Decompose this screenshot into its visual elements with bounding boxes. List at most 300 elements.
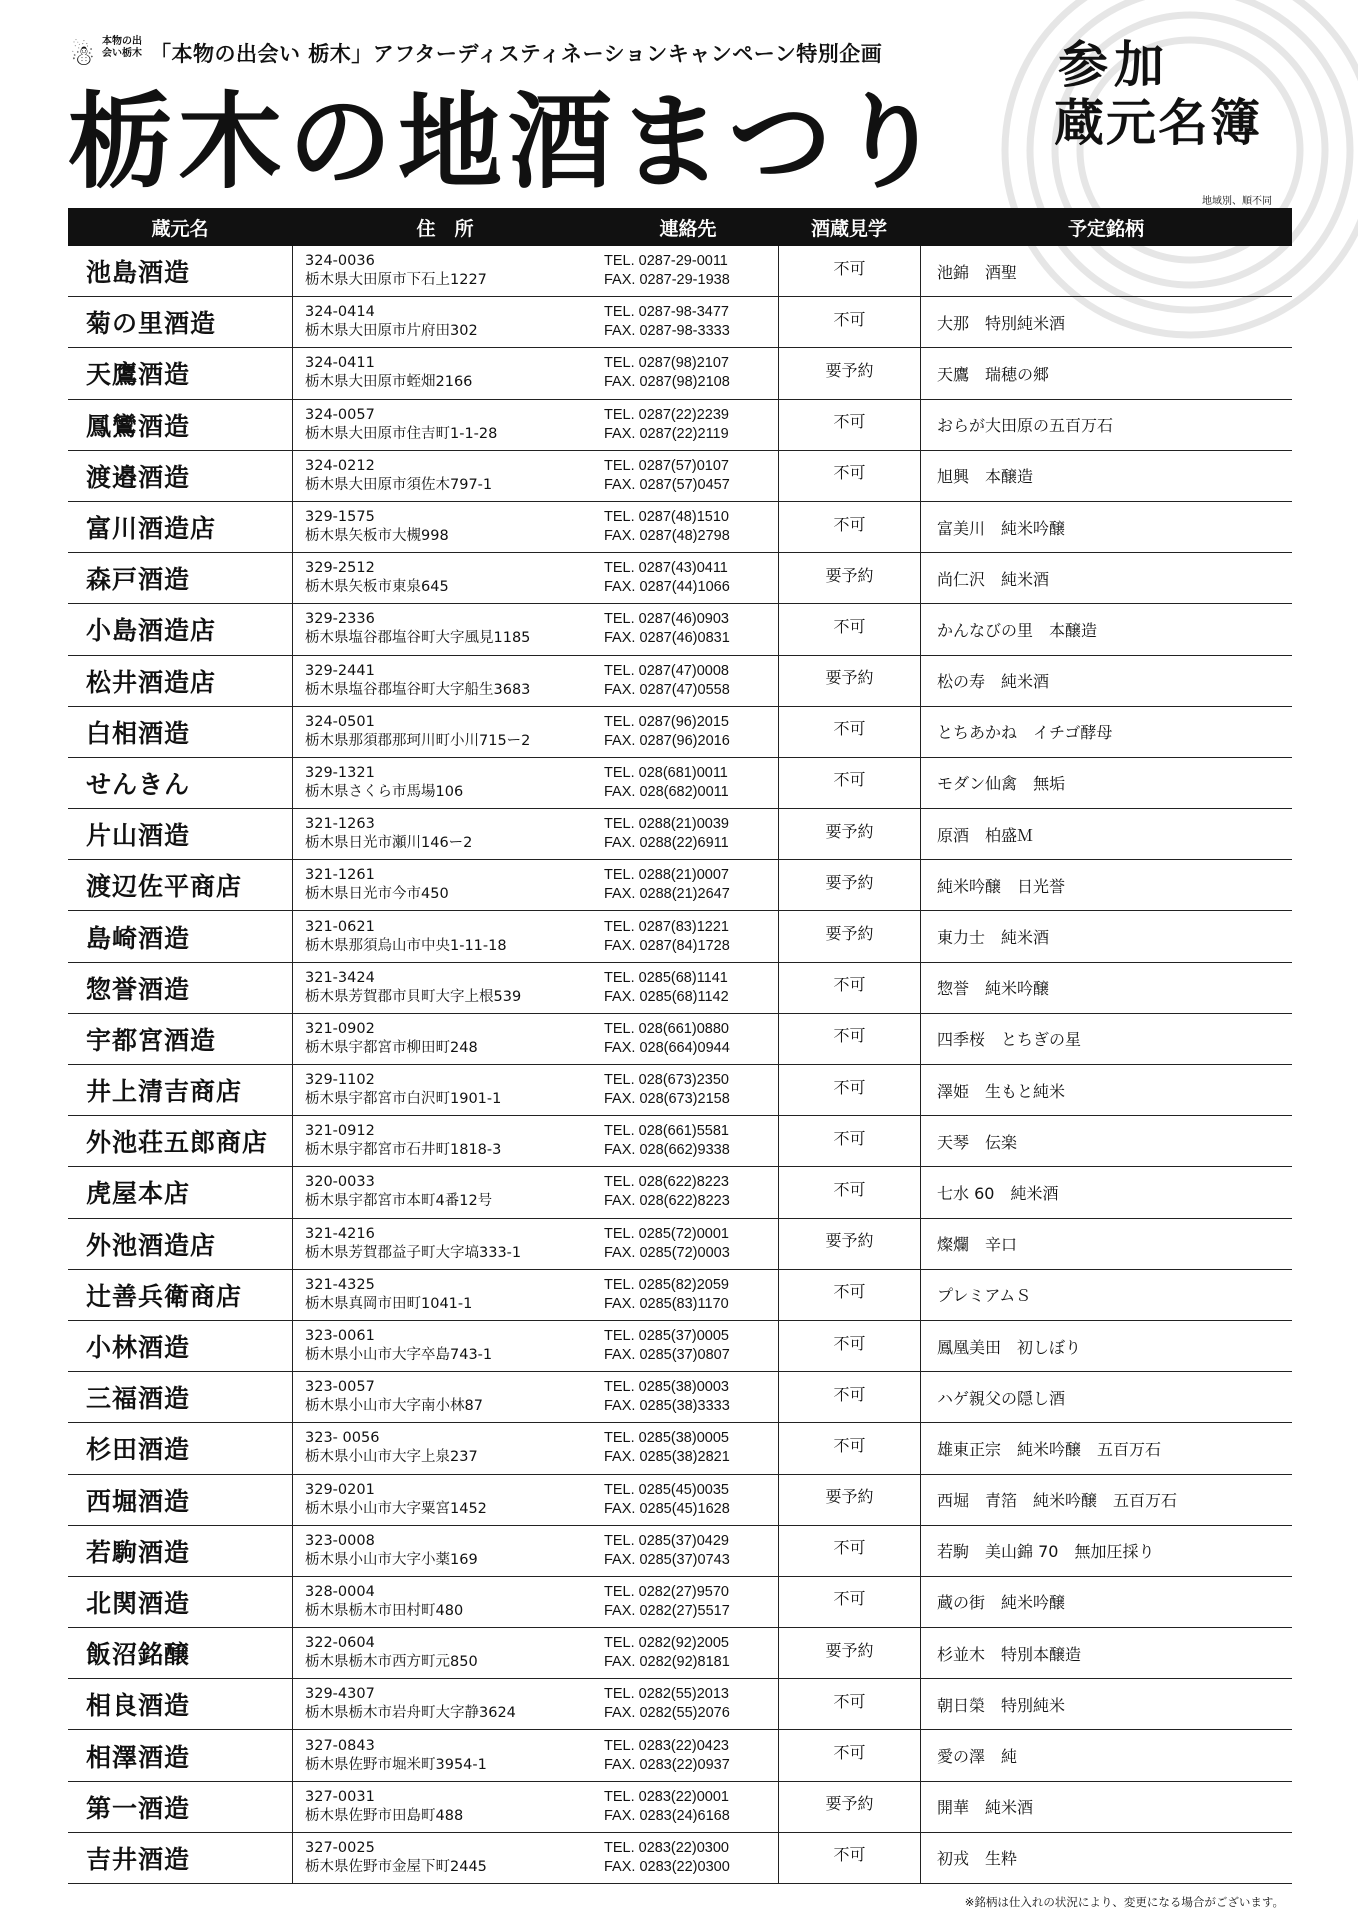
street-address: 栃木県那須烏山市中央1-11-18 bbox=[305, 937, 507, 954]
header-contact: 連絡先 bbox=[659, 217, 717, 240]
fax-number: FAX. 0288(22)6911 bbox=[604, 835, 729, 852]
planned-brand: 若駒 美山錦 70 無加圧採り bbox=[920, 1526, 1292, 1576]
table-row bbox=[68, 656, 1292, 707]
table-row bbox=[68, 1065, 1292, 1116]
brewery-name: 西堀酒造 bbox=[86, 1486, 191, 1516]
street-address: 栃木県小山市大字卒島743-1 bbox=[305, 1347, 493, 1364]
planned-brand: 杉並木 特別本醸造 bbox=[920, 1628, 1292, 1678]
header-brand: 予定銘柄 bbox=[1067, 217, 1144, 240]
brewery-address bbox=[292, 1782, 598, 1832]
brewery-name: 外池荘五郎商店 bbox=[86, 1128, 269, 1158]
tel-number: TEL. 028(673)2350 bbox=[604, 1072, 729, 1089]
tel-number: TEL. 0282(92)2005 bbox=[604, 1635, 729, 1652]
planned-brand: プレミアムＳ bbox=[920, 1270, 1292, 1320]
brewery-contact bbox=[598, 918, 778, 956]
brewery-name: 鳳鸞酒造 bbox=[86, 411, 191, 441]
brewery-address bbox=[292, 1270, 598, 1320]
fax-number: FAX. 0288(21)2647 bbox=[604, 886, 730, 903]
tel-number: TEL. 028(661)5581 bbox=[604, 1123, 729, 1140]
table-row bbox=[68, 1526, 1292, 1577]
postal-code: 321-4216 bbox=[305, 1225, 375, 1242]
brewery-name: 小林酒造 bbox=[86, 1333, 191, 1363]
fax-number: FAX. 0287(44)1066 bbox=[604, 579, 730, 596]
table-row bbox=[68, 1219, 1292, 1270]
brewery-contact bbox=[598, 1429, 778, 1467]
brewery-contact bbox=[598, 252, 778, 290]
planned-brand: 鳳凰美田 初しぼり bbox=[920, 1321, 1292, 1371]
tel-number: TEL. 0288(21)0007 bbox=[604, 867, 729, 884]
table-row bbox=[68, 553, 1292, 604]
brewery-contact bbox=[598, 1532, 778, 1570]
table-row bbox=[68, 1116, 1292, 1167]
tel-number: TEL. 0287-98-3477 bbox=[604, 304, 729, 321]
planned-brand: 澤姫 生もと純米 bbox=[920, 1065, 1292, 1115]
planned-brand: 尚仁沢 純米酒 bbox=[920, 553, 1292, 603]
brewery-contact bbox=[598, 1481, 778, 1519]
street-address: 栃木県芳賀郡益子町大字塙333-1 bbox=[305, 1244, 522, 1261]
tel-number: TEL. 0285(37)0005 bbox=[604, 1328, 729, 1345]
street-address: 栃木県宇都宮市本町4番12号 bbox=[305, 1193, 493, 1210]
fax-number: FAX. 0287-98-3333 bbox=[604, 323, 730, 340]
fax-number: FAX. 0285(68)1142 bbox=[604, 988, 729, 1005]
planned-brand: 天琴 伝楽 bbox=[920, 1116, 1292, 1166]
fax-number: FAX. 0287(98)2108 bbox=[604, 374, 730, 391]
planned-brand: かんなびの里 本醸造 bbox=[920, 604, 1292, 654]
table-row bbox=[68, 1628, 1292, 1679]
brewery-address bbox=[292, 451, 598, 501]
brewery-contact bbox=[598, 1737, 778, 1775]
street-address: 栃木県大田原市蛭畑2166 bbox=[305, 374, 473, 391]
tel-number: TEL. 0285(45)0035 bbox=[604, 1481, 729, 1498]
planned-brand: 惣誉 純米吟醸 bbox=[920, 963, 1292, 1013]
mascot-icon: ☃ bbox=[70, 39, 96, 72]
corner-title-line1: 参加 bbox=[1058, 35, 1170, 94]
brewery-name: 第一酒造 bbox=[86, 1793, 191, 1823]
postal-code: 321-0912 bbox=[305, 1123, 375, 1140]
fax-number: FAX. 0285(37)0743 bbox=[604, 1551, 730, 1568]
tel-number: TEL. 0285(38)0003 bbox=[604, 1379, 729, 1396]
fax-number: FAX. 0283(24)6168 bbox=[604, 1807, 730, 1824]
brewery-contact bbox=[598, 1225, 778, 1263]
brewery-address bbox=[292, 246, 598, 296]
postal-code: 321-4325 bbox=[305, 1276, 375, 1293]
brewery-contact bbox=[598, 1788, 778, 1826]
brewery-address bbox=[292, 1730, 598, 1780]
postal-code: 329-2441 bbox=[305, 662, 375, 679]
street-address: 栃木県大田原市住吉町1-1-28 bbox=[305, 425, 498, 442]
brewery-contact bbox=[598, 1276, 778, 1314]
tour-status: 不可 bbox=[778, 1116, 920, 1166]
postal-code: 321-0621 bbox=[305, 918, 375, 935]
brewery-name: 菊の里酒造 bbox=[86, 309, 217, 339]
planned-brand: 原酒 柏盛Ｍ bbox=[920, 809, 1292, 859]
table-row bbox=[68, 502, 1292, 553]
header-brewery: 蔵元名 bbox=[151, 217, 209, 240]
table-row bbox=[68, 348, 1292, 399]
planned-brand: 蔵の街 純米吟醸 bbox=[920, 1577, 1292, 1627]
postal-code: 327-0025 bbox=[305, 1839, 375, 1856]
brewery-address bbox=[292, 1219, 598, 1269]
street-address: 栃木県真岡市田町1041-1 bbox=[305, 1295, 473, 1312]
tel-number: TEL. 0287(46)0903 bbox=[604, 611, 729, 628]
planned-brand: 開華 純米酒 bbox=[920, 1782, 1292, 1832]
postal-code: 324-0212 bbox=[305, 457, 375, 474]
street-address: 栃木県日光市今市450 bbox=[305, 886, 449, 903]
brewery-address bbox=[292, 860, 598, 910]
table-row bbox=[68, 1423, 1292, 1474]
brewery-address bbox=[292, 1577, 598, 1627]
postal-code: 328-0004 bbox=[305, 1583, 375, 1600]
planned-brand: 純米吟醸 日光誉 bbox=[920, 860, 1292, 910]
brewery-contact bbox=[598, 1685, 778, 1723]
postal-code: 321-3424 bbox=[305, 969, 375, 986]
brewery-address bbox=[292, 502, 598, 552]
tour-status: 不可 bbox=[778, 400, 920, 450]
brewery-contact bbox=[598, 1071, 778, 1109]
street-address: 栃木県小山市大字上泉237 bbox=[305, 1449, 478, 1466]
street-address: 栃木県栃木市岩舟町大字静3624 bbox=[305, 1705, 516, 1722]
tel-number: TEL. 0285(38)0005 bbox=[604, 1430, 729, 1447]
planned-brand: 天鷹 瑞穂の郷 bbox=[920, 348, 1292, 398]
planned-brand: 大那 特別純米酒 bbox=[920, 297, 1292, 347]
table-row bbox=[68, 1270, 1292, 1321]
tel-number: TEL. 0282(27)9570 bbox=[604, 1583, 729, 1600]
tel-number: TEL. 0282(55)2013 bbox=[604, 1686, 729, 1703]
postal-code: 329-0201 bbox=[305, 1481, 375, 1498]
brewery-name: 島崎酒造 bbox=[86, 923, 191, 953]
tel-number: TEL. 0283(22)0423 bbox=[604, 1737, 729, 1754]
brewery-table bbox=[68, 208, 1292, 1884]
brewery-address bbox=[292, 348, 598, 398]
fax-number: FAX. 0287(57)0457 bbox=[604, 476, 730, 493]
postal-code: 327-0843 bbox=[305, 1737, 375, 1754]
table-row bbox=[68, 604, 1292, 655]
brewery-contact bbox=[598, 1327, 778, 1365]
table-row bbox=[68, 1321, 1292, 1372]
brewery-address bbox=[292, 1014, 598, 1064]
postal-code: 323-0061 bbox=[305, 1328, 375, 1345]
tel-number: TEL. 0285(68)1141 bbox=[604, 969, 728, 986]
brewery-address bbox=[292, 809, 598, 859]
brewery-contact bbox=[598, 508, 778, 546]
tour-status: 不可 bbox=[778, 707, 920, 757]
postal-code: 321-1263 bbox=[305, 816, 375, 833]
brewery-name: 小島酒造店 bbox=[86, 616, 217, 646]
fax-number: FAX. 0282(27)5517 bbox=[604, 1602, 730, 1619]
table-row bbox=[68, 246, 1292, 297]
table-row bbox=[68, 1167, 1292, 1218]
street-address: 栃木県那須郡那珂川町小川715ー2 bbox=[305, 732, 531, 749]
postal-code: 329-1321 bbox=[305, 764, 375, 781]
street-address: 栃木県さくら市馬場106 bbox=[305, 783, 464, 800]
table-header bbox=[68, 208, 1292, 246]
postal-code: 323-0008 bbox=[305, 1532, 375, 1549]
tel-number: TEL. 028(622)8223 bbox=[604, 1174, 729, 1191]
brewery-name: 池島酒造 bbox=[86, 258, 191, 288]
street-address: 栃木県矢板市大槻998 bbox=[305, 528, 449, 545]
tour-status: 要予約 bbox=[778, 553, 920, 603]
table-row bbox=[68, 1679, 1292, 1730]
tour-status: 不可 bbox=[778, 1372, 920, 1422]
tour-status: 不可 bbox=[778, 1167, 920, 1217]
tel-number: TEL. 0285(72)0001 bbox=[604, 1225, 729, 1242]
street-address: 栃木県小山市大字小薬169 bbox=[305, 1551, 478, 1568]
fax-number: FAX. 0287(48)2798 bbox=[604, 528, 730, 545]
brewery-contact bbox=[598, 662, 778, 700]
fax-number: FAX. 028(662)9338 bbox=[604, 1142, 730, 1159]
brewery-name: 北関酒造 bbox=[86, 1588, 191, 1618]
brewery-contact bbox=[598, 406, 778, 444]
postal-code: 329-1102 bbox=[305, 1072, 375, 1089]
street-address: 栃木県芳賀郡市貝町大字上根539 bbox=[305, 988, 522, 1005]
tel-number: TEL. 0287(83)1221 bbox=[604, 918, 729, 935]
brewery-address bbox=[292, 1167, 598, 1217]
tel-number: TEL. 0285(37)0429 bbox=[604, 1532, 729, 1549]
table-row bbox=[68, 758, 1292, 809]
fax-number: FAX. 0287(22)2119 bbox=[604, 425, 729, 442]
brewery-contact bbox=[598, 764, 778, 802]
tel-number: TEL. 028(681)0011 bbox=[604, 764, 728, 781]
fax-number: FAX. 0285(38)2821 bbox=[604, 1449, 730, 1466]
street-address: 栃木県大田原市片府田302 bbox=[305, 323, 478, 340]
brewery-contact bbox=[598, 969, 778, 1007]
brewery-address bbox=[292, 707, 598, 757]
fax-number: FAX. 0282(55)2076 bbox=[604, 1705, 730, 1722]
brewery-name: 松井酒造店 bbox=[86, 667, 217, 697]
brewery-name: 虎屋本店 bbox=[86, 1179, 191, 1209]
brewery-contact bbox=[598, 815, 778, 853]
table-row bbox=[68, 963, 1292, 1014]
tel-number: TEL. 0283(22)0001 bbox=[604, 1788, 729, 1805]
brewery-name: 惣誉酒造 bbox=[86, 974, 191, 1004]
campaign-logo bbox=[70, 34, 142, 80]
tour-status: 不可 bbox=[778, 1423, 920, 1473]
planned-brand: 燦爛 辛口 bbox=[920, 1219, 1292, 1269]
tel-number: TEL. 0287(47)0008 bbox=[604, 662, 729, 679]
street-address: 栃木県宇都宮市柳田町248 bbox=[305, 1039, 478, 1056]
planned-brand: 初戎 生粋 bbox=[920, 1833, 1292, 1883]
postal-code: 324-0414 bbox=[305, 304, 375, 321]
table-row bbox=[68, 1372, 1292, 1423]
street-address: 栃木県大田原市須佐木797-1 bbox=[305, 476, 493, 493]
planned-brand: 富美川 純米吟醸 bbox=[920, 502, 1292, 552]
fax-number: FAX. 028(664)0944 bbox=[604, 1039, 730, 1056]
table-row bbox=[68, 809, 1292, 860]
tel-number: TEL. 0287(22)2239 bbox=[604, 406, 729, 423]
brewery-address bbox=[292, 656, 598, 706]
table-row bbox=[68, 1475, 1292, 1526]
brewery-name: 相澤酒造 bbox=[86, 1742, 191, 1772]
tour-status: 不可 bbox=[778, 604, 920, 654]
fax-number: FAX. 0285(37)0807 bbox=[604, 1347, 730, 1364]
fax-number: FAX. 0287(84)1728 bbox=[604, 937, 730, 954]
postal-code: 324-0501 bbox=[305, 713, 375, 730]
fax-number: FAX. 0282(92)8181 bbox=[604, 1654, 730, 1671]
brewery-address bbox=[292, 297, 598, 347]
street-address: 栃木県小山市大字南小林87 bbox=[305, 1398, 483, 1415]
street-address: 栃木県佐野市金屋下町2445 bbox=[305, 1858, 487, 1875]
table-row bbox=[68, 1782, 1292, 1833]
postal-code: 324-0057 bbox=[305, 406, 375, 423]
postal-code: 322-0604 bbox=[305, 1635, 375, 1652]
postal-code: 327-0031 bbox=[305, 1788, 375, 1805]
brewery-address bbox=[292, 1321, 598, 1371]
brewery-contact bbox=[598, 1839, 778, 1877]
tour-status: 不可 bbox=[778, 963, 920, 1013]
table-body bbox=[68, 246, 1292, 1884]
fax-number: FAX. 0287-29-1938 bbox=[604, 272, 730, 289]
planned-brand: 西堀 青箔 純米吟醸 五百万石 bbox=[920, 1475, 1292, 1525]
postal-code: 324-0036 bbox=[305, 253, 375, 270]
brewery-contact bbox=[598, 457, 778, 495]
planned-brand: 松の寿 純米酒 bbox=[920, 656, 1292, 706]
brewery-address bbox=[292, 1526, 598, 1576]
brewery-name: 片山酒造 bbox=[86, 821, 191, 851]
brewery-name: 森戸酒造 bbox=[86, 565, 191, 595]
brewery-address bbox=[292, 758, 598, 808]
fax-number: FAX. 028(622)8223 bbox=[604, 1193, 730, 1210]
planned-brand: 池錦 酒聖 bbox=[920, 246, 1292, 296]
brewery-address bbox=[292, 1833, 598, 1883]
brewery-contact bbox=[598, 610, 778, 648]
tour-status: 不可 bbox=[778, 1065, 920, 1115]
tour-status: 要予約 bbox=[778, 860, 920, 910]
tour-status: 不可 bbox=[778, 1833, 920, 1883]
fax-number: FAX. 028(682)0011 bbox=[604, 783, 729, 800]
brewery-address bbox=[292, 1065, 598, 1115]
street-address: 栃木県宇都宮市石井町1818-3 bbox=[305, 1142, 502, 1159]
street-address: 栃木県栃木市西方町元850 bbox=[305, 1654, 478, 1671]
tel-number: TEL. 0285(82)2059 bbox=[604, 1276, 729, 1293]
brewery-address bbox=[292, 1423, 598, 1473]
header-address: 住 所 bbox=[416, 217, 474, 240]
tour-status: 不可 bbox=[778, 1321, 920, 1371]
tour-status: 不可 bbox=[778, 1679, 920, 1729]
tour-status: 要予約 bbox=[778, 911, 920, 961]
postal-code: 320-0033 bbox=[305, 1174, 375, 1191]
table-row bbox=[68, 1730, 1292, 1781]
planned-brand: 四季桜 とちぎの星 bbox=[920, 1014, 1292, 1064]
fax-number: FAX. 0285(72)0003 bbox=[604, 1244, 730, 1261]
street-address: 栃木県栃木市田村町480 bbox=[305, 1602, 464, 1619]
table-row bbox=[68, 1577, 1292, 1628]
fax-number: FAX. 0285(45)1628 bbox=[604, 1500, 730, 1517]
table-row bbox=[68, 860, 1292, 911]
street-address: 栃木県宇都宮市白沢町1901-1 bbox=[305, 1091, 502, 1108]
tel-number: TEL. 0287(96)2015 bbox=[604, 713, 729, 730]
table-row bbox=[68, 1833, 1292, 1884]
fax-number: FAX. 0287(96)2016 bbox=[604, 732, 730, 749]
brewery-contact bbox=[598, 1122, 778, 1160]
brewery-name: 吉井酒造 bbox=[86, 1844, 191, 1874]
tour-status: 要予約 bbox=[778, 1628, 920, 1678]
tour-status: 要予約 bbox=[778, 1219, 920, 1269]
postal-code: 323-0057 bbox=[305, 1379, 375, 1396]
postal-code: 329-1575 bbox=[305, 509, 375, 526]
sort-note: 地域別、順不同 bbox=[1202, 196, 1272, 207]
brewery-name: 宇都宮酒造 bbox=[86, 1025, 217, 1055]
brewery-contact bbox=[598, 354, 778, 392]
fax-number: FAX. 0285(38)3333 bbox=[604, 1398, 730, 1415]
brewery-address bbox=[292, 1679, 598, 1729]
postal-code: 329-2336 bbox=[305, 611, 375, 628]
brewery-address bbox=[292, 963, 598, 1013]
postal-code: 323- 0056 bbox=[305, 1430, 380, 1447]
fax-number: FAX. 0283(22)0300 bbox=[604, 1858, 730, 1875]
planned-brand: モダン仙禽 無垢 bbox=[920, 758, 1292, 808]
fax-number: FAX. 0285(83)1170 bbox=[604, 1295, 729, 1312]
brewery-name: 三福酒造 bbox=[86, 1384, 191, 1414]
corner-title bbox=[1054, 36, 1262, 152]
brewery-name: 外池酒造店 bbox=[86, 1230, 217, 1260]
brewery-contact bbox=[598, 1583, 778, 1621]
planned-brand: 東力士 純米酒 bbox=[920, 911, 1292, 961]
street-address: 栃木県大田原市下石上1227 bbox=[305, 272, 487, 289]
tour-status: 不可 bbox=[778, 1577, 920, 1627]
tel-number: TEL. 0288(21)0039 bbox=[604, 816, 729, 833]
table-row bbox=[68, 1014, 1292, 1065]
campaign-subtitle: 「本物の出会い 栃木」アフターディスティネーションキャンペーン特別企画 bbox=[150, 42, 883, 66]
planned-brand: 旭興 本醸造 bbox=[920, 451, 1292, 501]
brewery-name: 井上清吉商店 bbox=[86, 1077, 243, 1107]
footnote: ※銘柄は仕入れの状況により、変更になる場合がございます。 bbox=[964, 1895, 1284, 1909]
street-address: 栃木県小山市大字粟宮1452 bbox=[305, 1500, 487, 1517]
planned-brand: とちあかね イチゴ酵母 bbox=[920, 707, 1292, 757]
postal-code: 329-4307 bbox=[305, 1686, 375, 1703]
brewery-name: 辻善兵衛商店 bbox=[86, 1281, 243, 1311]
postal-code: 324-0411 bbox=[305, 355, 375, 372]
tour-status: 要予約 bbox=[778, 656, 920, 706]
logo-text: 本物の出会い栃木 bbox=[102, 36, 142, 59]
tel-number: TEL. 0287-29-0011 bbox=[604, 253, 728, 270]
postal-code: 329-2512 bbox=[305, 560, 375, 577]
tour-status: 要予約 bbox=[778, 1782, 920, 1832]
brewery-name: 杉田酒造 bbox=[86, 1435, 191, 1465]
street-address: 栃木県佐野市田島町488 bbox=[305, 1807, 464, 1824]
brewery-contact bbox=[598, 713, 778, 751]
page-title: 栃木の地酒まつり bbox=[68, 80, 949, 203]
tour-status: 要予約 bbox=[778, 809, 920, 859]
tour-status: 不可 bbox=[778, 297, 920, 347]
brewery-contact bbox=[598, 1020, 778, 1058]
brewery-address bbox=[292, 604, 598, 654]
table-row bbox=[68, 451, 1292, 502]
fax-number: FAX. 028(673)2158 bbox=[604, 1091, 730, 1108]
tour-status: 不可 bbox=[778, 1730, 920, 1780]
tel-number: TEL. 0287(98)2107 bbox=[604, 355, 729, 372]
tour-status: 不可 bbox=[778, 451, 920, 501]
fax-number: FAX. 0283(22)0937 bbox=[604, 1756, 730, 1773]
brewery-name: せんきん bbox=[86, 769, 191, 799]
brewery-name: 天鷹酒造 bbox=[86, 360, 191, 390]
brewery-contact bbox=[598, 1173, 778, 1211]
brewery-name: 渡辺佐平商店 bbox=[86, 872, 243, 902]
brewery-name: 富川酒造店 bbox=[86, 514, 217, 544]
brewery-contact bbox=[598, 1634, 778, 1672]
street-address: 栃木県矢板市東泉645 bbox=[305, 579, 449, 596]
brewery-name: 相良酒造 bbox=[86, 1691, 191, 1721]
street-address: 栃木県佐野市堀米町3954-1 bbox=[305, 1756, 487, 1773]
header-tour: 酒蔵見学 bbox=[810, 217, 887, 240]
brewery-contact bbox=[598, 303, 778, 341]
brewery-contact bbox=[598, 1378, 778, 1416]
brewery-address bbox=[292, 1475, 598, 1525]
brewery-name: 飯沼銘醸 bbox=[86, 1640, 191, 1670]
brewery-address bbox=[292, 400, 598, 450]
brewery-name: 白相酒造 bbox=[86, 718, 191, 748]
planned-brand: 愛の澤 純 bbox=[920, 1730, 1292, 1780]
brewery-address bbox=[292, 1628, 598, 1678]
